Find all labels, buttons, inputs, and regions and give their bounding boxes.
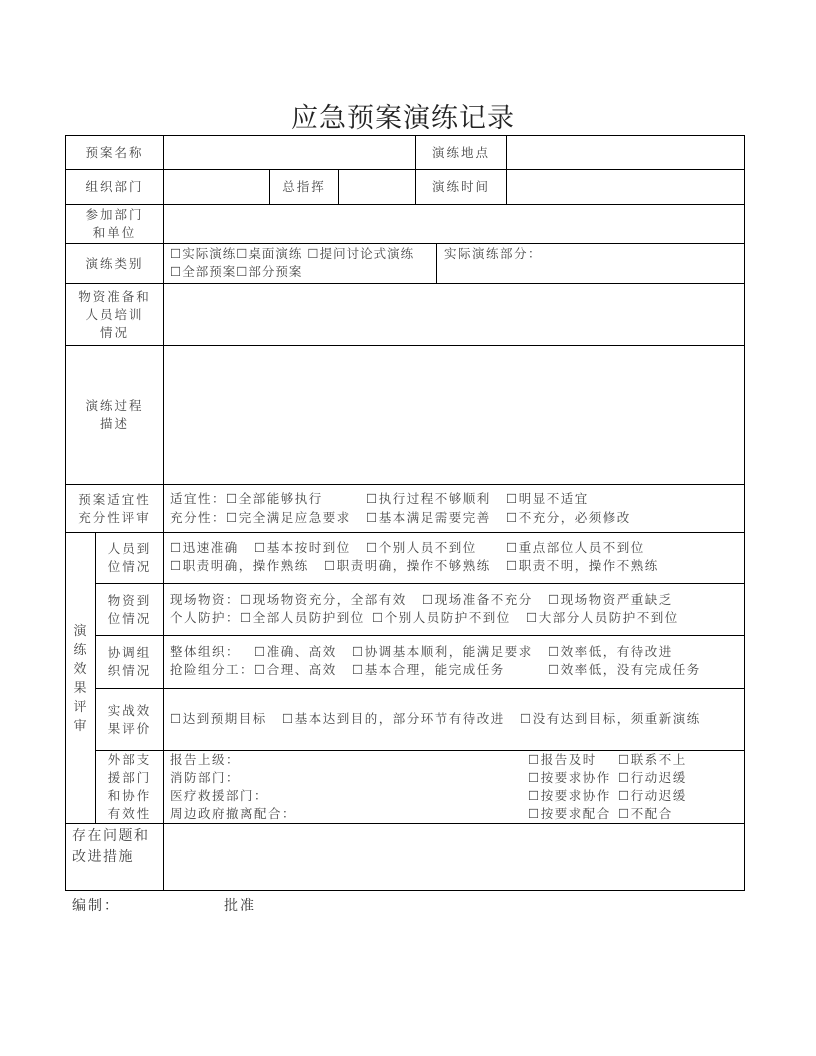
row-divider [65, 532, 745, 533]
approved-by-label: 批准 [224, 898, 256, 914]
prep-label-line1: 物资准备和 [78, 288, 151, 304]
actual-option[interactable]: ☐达到预期目标 [170, 711, 267, 726]
participants-label-line2: 和单位 [92, 225, 137, 240]
col-divider [436, 243, 437, 283]
materials-prefix: 现场物资： [170, 592, 241, 607]
rescue-prefix: 抢险组分工： [170, 662, 255, 677]
protection-prefix: 个人防护： [170, 610, 241, 625]
col-divider [163, 135, 164, 891]
row-divider [95, 635, 745, 636]
location-field[interactable] [509, 136, 742, 169]
process-label-line2: 描述 [99, 416, 129, 431]
rescue-option[interactable]: ☐合理、高效 [254, 662, 337, 677]
issues-field[interactable] [166, 825, 742, 889]
process-label-line1: 演练过程 [85, 398, 144, 413]
personnel-option[interactable]: ☐个别人员不到位 [366, 540, 477, 555]
personnel-label: 人员到 位情况 [107, 541, 152, 574]
process-field[interactable] [166, 347, 742, 483]
materials-label: 物资到 位情况 [107, 592, 152, 626]
participants-label-line1: 参加部门 [85, 207, 144, 222]
table-border-right [744, 135, 745, 891]
org-dept-label: 组织部门 [85, 179, 144, 194]
coordination-prefix: 整体组织： [170, 644, 241, 659]
plan-name-field[interactable] [166, 136, 413, 169]
prepared-by-label: 编制： [72, 898, 120, 914]
actual-option[interactable]: ☐没有达到目标，须重新演练 [520, 711, 701, 726]
participants-label [66, 205, 163, 243]
col-divider [506, 135, 507, 204]
adequacy-option[interactable]: ☐完全满足应急要求 [226, 510, 351, 525]
protection-option[interactable]: ☐大部分人员防护不到位 [526, 610, 679, 625]
external-item-name: 报告上级： [170, 752, 241, 767]
suitability-prefix: 适宜性： [170, 491, 227, 506]
category-options-line2[interactable]: ☐全部预案☐部分预案 [170, 264, 303, 279]
external-item-name: 医疗救援部门： [170, 788, 269, 803]
location-label: 演练地点 [431, 144, 490, 160]
personnel-option[interactable]: ☐职责明确，操作熟练 [170, 558, 309, 573]
personnel-option[interactable]: ☐职责明确，操作不够熟练 [324, 558, 491, 573]
process-label [66, 346, 163, 484]
row-divider [95, 583, 745, 584]
issues-label: 存在问题和 改进措施 [72, 828, 150, 865]
suitability-option[interactable]: ☐执行过程不够顺利 [366, 491, 491, 506]
materials-option[interactable]: ☐现场物资充分，全部有效 [240, 592, 407, 607]
external-item-name: 消防部门： [170, 770, 241, 785]
coordination-option[interactable]: ☐协调基本顺利，能满足要求 [352, 644, 533, 659]
plan-name-label: 预案名称 [85, 144, 144, 160]
commander-label: 总指挥 [282, 179, 326, 194]
suitability-option[interactable]: ☐全部能够执行 [226, 491, 323, 506]
personnel-option[interactable]: ☐重点部位人员不到位 [506, 540, 645, 555]
category-label: 演练类别 [85, 255, 144, 271]
suitability-label [66, 485, 163, 532]
personnel-option[interactable]: ☐基本按时到位 [254, 540, 351, 555]
suitability-label-line2: 充分性评审 [78, 509, 151, 525]
external-option[interactable]: ☐联系不上 [618, 752, 687, 767]
external-option[interactable]: ☐不配合 [618, 806, 673, 821]
external-option[interactable]: ☐行动迟缓 [618, 770, 687, 785]
materials-option[interactable]: ☐现场准备不充分 [422, 592, 533, 607]
category-options-line1[interactable]: ☐实际演练☐桌面演练 ☐提问讨论式演练 [170, 246, 415, 261]
prep-label [66, 284, 163, 345]
suitability-label-line1: 预案适宜性 [78, 491, 151, 507]
page-title: 应急预案演练记录 [291, 103, 515, 134]
participants-field[interactable] [166, 205, 742, 243]
external-option[interactable]: ☐按要求协作 [528, 770, 611, 785]
commander-field[interactable] [341, 170, 413, 204]
prep-label-line2: 人员培训 [85, 306, 144, 322]
external-label: 外部支 援部门 和协作 有效性 [107, 752, 152, 821]
rescue-option[interactable]: ☐效率低，没有完成任务 [548, 662, 701, 677]
protection-option[interactable]: ☐全部人员防护到位 [240, 610, 365, 625]
rescue-option[interactable]: ☐基本合理，能完成任务 [352, 662, 505, 677]
external-option[interactable]: ☐行动迟缓 [618, 788, 687, 803]
actual-part-label: 实际演练部分： [444, 246, 543, 261]
external-option[interactable]: ☐按要求配合 [528, 806, 611, 821]
protection-option[interactable]: ☐个别人员防护不到位 [372, 610, 511, 625]
coordination-option[interactable]: ☐准确、高效 [254, 644, 337, 659]
actual-option[interactable]: ☐基本达到目的，部分环节有待改进 [282, 711, 505, 726]
row-divider [65, 484, 745, 485]
personnel-option[interactable]: ☐职责不明，操作不熟练 [506, 558, 659, 573]
prep-label-line3: 情况 [99, 324, 129, 340]
actual-effect-label: 实战效 果评价 [107, 702, 152, 736]
suitability-option[interactable]: ☐明显不适宜 [506, 491, 589, 506]
col-divider [338, 169, 339, 204]
coordination-label: 协调组 织情况 [107, 645, 152, 678]
external-option[interactable]: ☐报告及时 [528, 752, 597, 767]
effect-review-label: 演 练 效 果 评 审 [73, 624, 87, 734]
external-item-name: 周边政府撤离配合： [170, 806, 297, 821]
materials-option[interactable]: ☐现场物资严重缺乏 [548, 592, 673, 607]
row-divider [95, 688, 745, 689]
time-field[interactable] [509, 170, 742, 204]
table-border-bottom [65, 890, 745, 891]
external-option[interactable]: ☐按要求协作 [528, 788, 611, 803]
coordination-option[interactable]: ☐效率低，有待改进 [548, 644, 673, 659]
prep-field[interactable] [166, 285, 742, 344]
adequacy-option[interactable]: ☐基本满足需要完善 [366, 510, 491, 525]
adequacy-option[interactable]: ☐不充分，必须修改 [506, 510, 631, 525]
adequacy-prefix: 充分性： [170, 510, 227, 525]
org-dept-field[interactable] [166, 170, 267, 204]
personnel-option[interactable]: ☐迅速准确 [170, 540, 239, 555]
time-label: 演练时间 [431, 179, 490, 194]
